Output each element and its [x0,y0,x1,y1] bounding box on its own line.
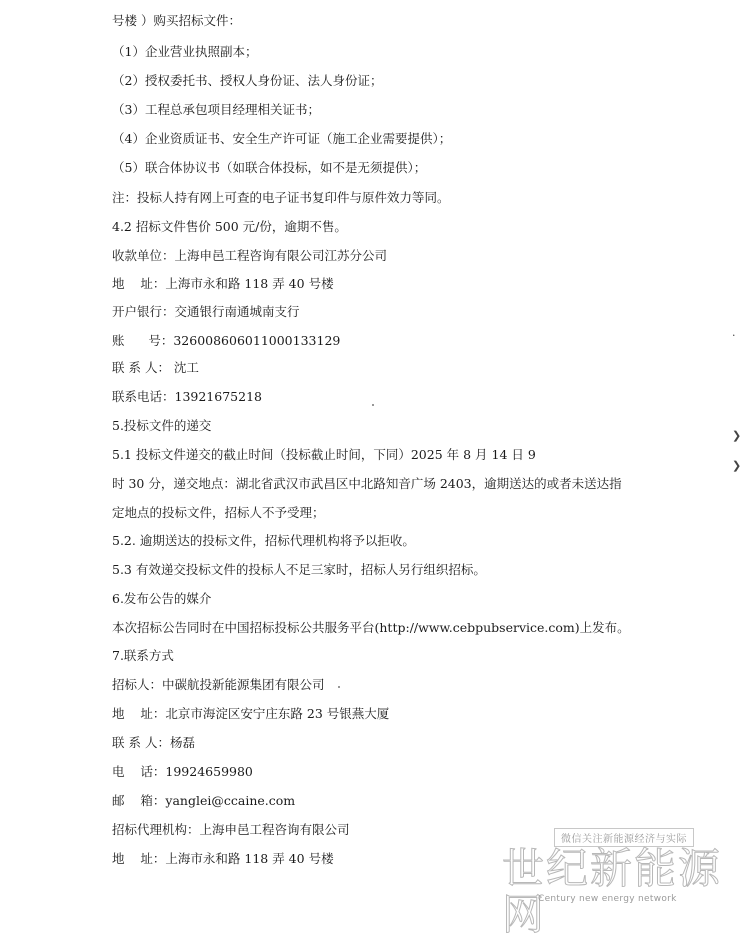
field-value: 326008606011000133129 [173,333,341,348]
text-line: （4）企业资质证书、安全生产许可证（施工企业需要提供）； [112,131,452,146]
text-line [112,333,340,349]
field-value: 沈工 [169,360,199,375]
scan-speck [338,686,340,688]
scan-edge-mark: · [732,329,736,342]
field-label: 地 址： [112,276,166,291]
text-line: 7.联系方式 [112,648,174,663]
text-line: 招标代理机构：上海申邑工程咨询有限公司 [112,822,350,837]
field-value: 杨磊 [169,735,195,750]
scan-edge-mark: ❯ [732,459,742,472]
text-line: 招标人：中碳航投新能源集团有限公司 [112,677,325,692]
text-line: 开户银行：交通银行南通城南支行 [112,304,300,319]
text-line: 联系电话：13921675218 [112,389,262,404]
scan-speck [372,404,374,406]
text-line: 6.发布公告的媒介 [112,591,212,606]
watermark-title: 世纪新能源网 [502,844,723,939]
watermark [498,828,734,939]
watermark-subtitle: Century new energy network [538,894,677,904]
text-line: 4.2 招标文件售价 500 元/份，逾期不售。 [112,219,347,234]
text-line: 号楼 ）购买招标文件： [112,13,241,28]
text-line: （3）工程总承包项目经理相关证书； [112,102,320,117]
text-line: 时 30 分，递交地点：湖北省武汉市武昌区中北路知音广场 2403，逾期送达的或者未送达指 [112,476,622,491]
field-label: 联 系 人： [112,360,170,375]
text-line: 5.2. 逾期送达的投标文件，招标代理机构将予以拒收。 [112,533,415,548]
text-line [112,793,295,809]
text-line [112,706,389,722]
text-line: 5.投标文件的递交 [112,418,212,433]
text-line: 注：投标人持有网上可查的电子证书复印件与原件效力等同。 [112,190,450,205]
field-value: 上海市永和路 118 弄 40 号楼 [165,276,334,291]
text-line: （1）企业营业执照副本； [112,44,258,59]
scan-edge-mark: ❯ [732,429,742,442]
field-label: 地 址： [112,706,166,721]
text-line [112,735,195,751]
text-line: 收款单位：上海申邑工程咨询有限公司江苏分公司 [112,248,388,263]
text-line: 本次招标公告同时在中国招标投标公共服务平台(http://www.cebpubservice.com)上发布。 [112,620,630,635]
text-line [112,360,199,376]
text-line: 定地点的投标文件，招标人不予受理； [112,505,325,520]
text-line: （5）联合体协议书（如联合体投标，如不是无须提供）； [112,160,427,175]
text-line [112,851,334,867]
text-line [112,764,253,780]
text-line: 5.1 投标文件递交的截止时间（投标截止时间，下同）2025 年 8 月 14 日 9 [112,447,536,462]
field-value: yanglei@ccaine.com [165,793,296,808]
text-line: 5.3 有效递交投标文件的投标人不足三家时，招标人另行组织招标。 [112,562,486,577]
field-value: 上海市永和路 118 弄 40 号楼 [165,851,334,866]
text-line [112,276,334,292]
field-label: 电 话： [112,764,166,779]
field-label: 地 址： [112,851,166,866]
field-label: 账 号： [112,333,174,348]
text-line: （2）授权委托书、授权人身份证、法人身份证； [112,73,383,88]
field-value: 19924659980 [165,764,253,779]
field-value: 北京市海淀区安宁庄东路 23 号银燕大厦 [165,706,390,721]
watermark-tag: 微信关注新能源经济与实际 [554,828,694,847]
field-label: 邮 箱： [112,793,166,808]
field-label: 联 系 人： [112,735,170,750]
